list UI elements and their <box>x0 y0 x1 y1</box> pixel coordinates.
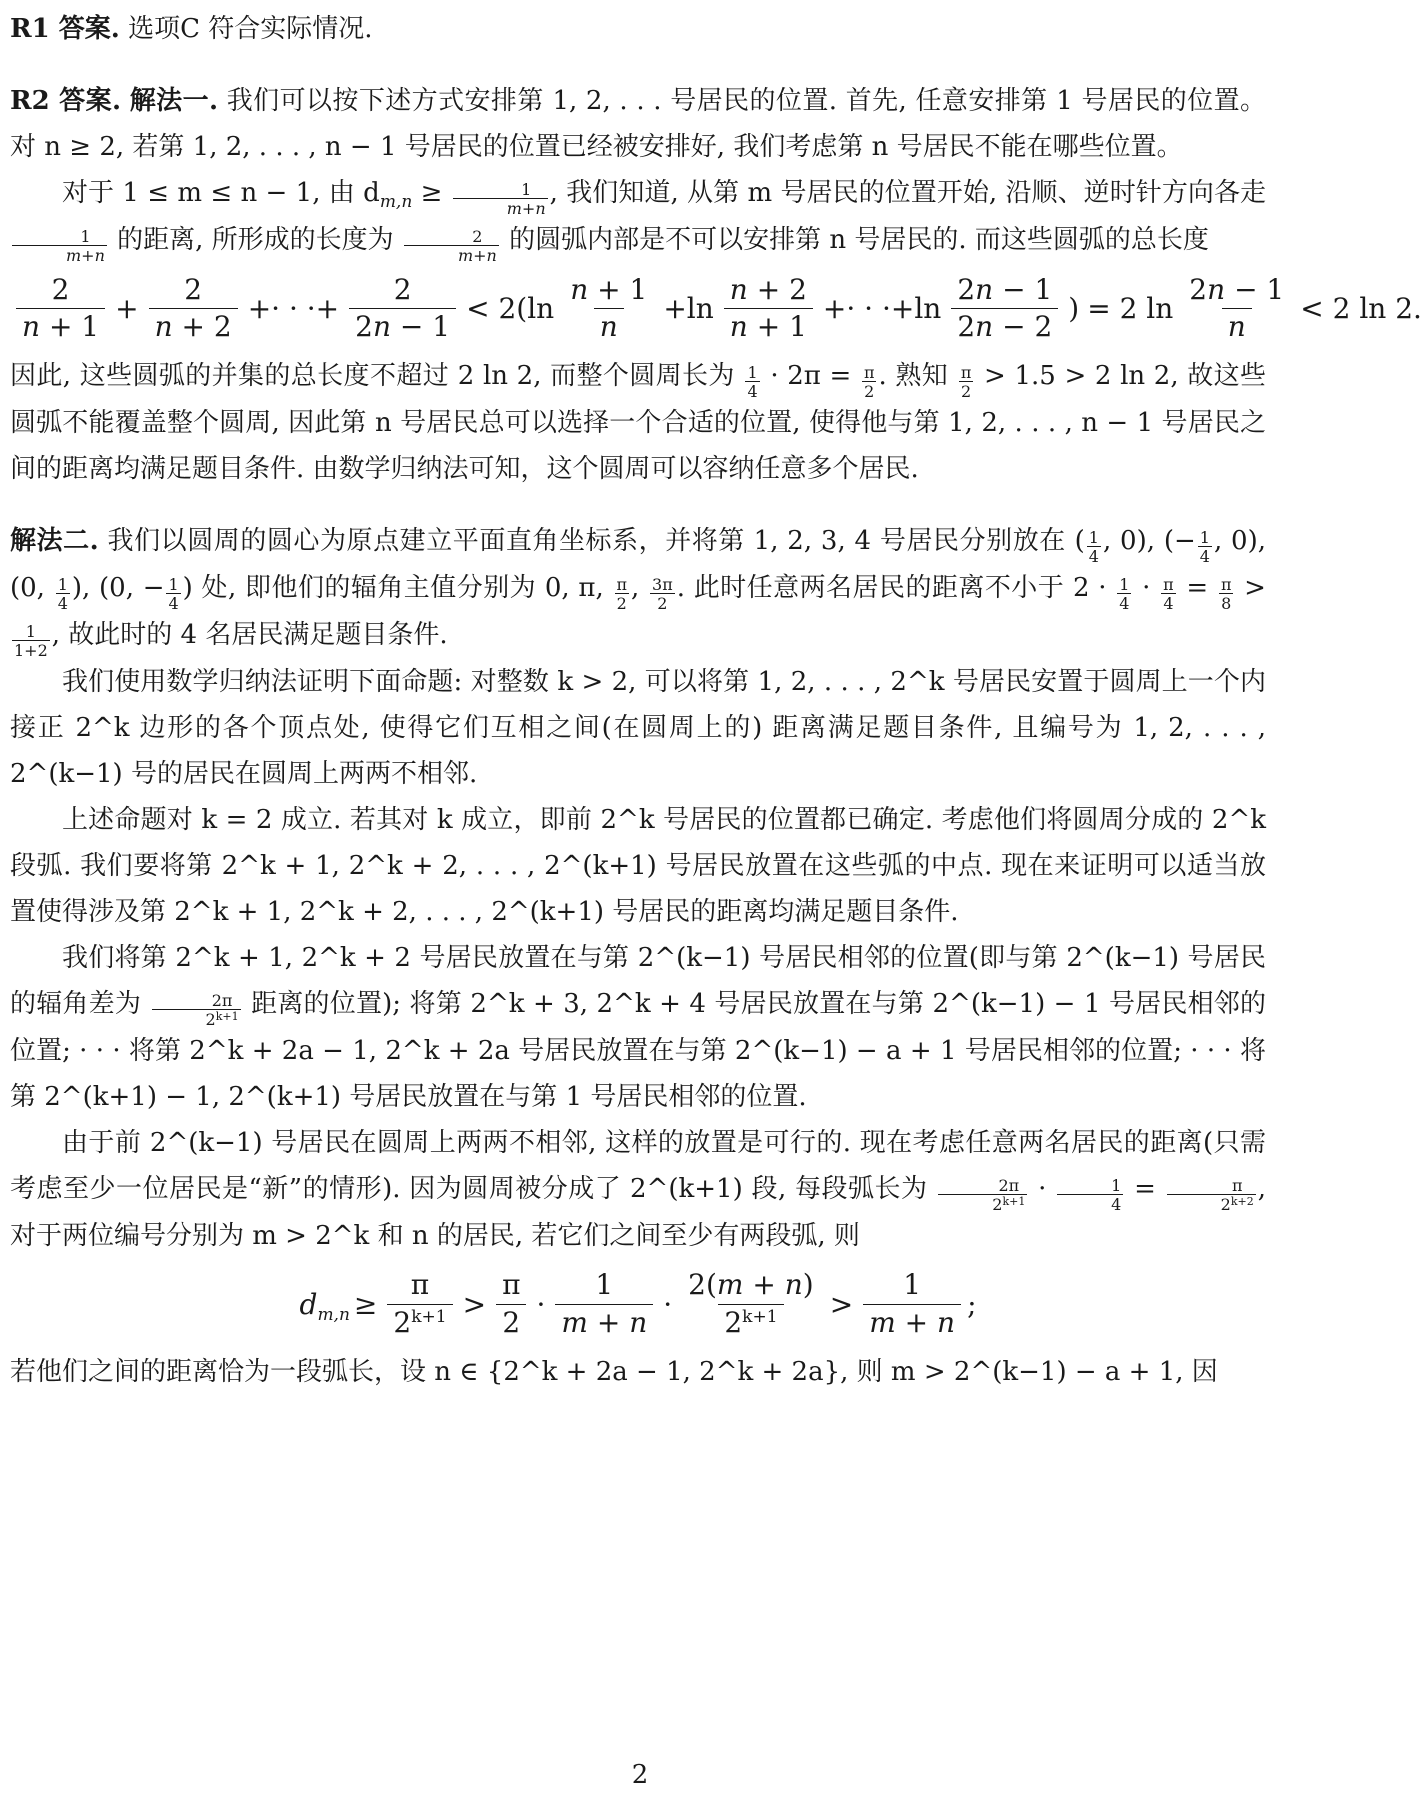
method2-label: 解法二. <box>10 526 99 557</box>
r1-text: 选项C 符合实际情况. <box>128 14 373 44</box>
equation-distance-bound: $d_{m,n}$ ≥ $\frac{\pi}{2^{k+1}}$ > π 2 · 1 m + n · 2(m + n) $2^{k+1}$ > 1 m + n ; <box>10 1267 1266 1340</box>
method2-p3: 上述命题对 k = 2 成立. 若其对 k 成立，即前 2^k 号居民的位置都已确定. 考虑他们将圆周分成的 2^k 段弧. 我们要将第 2^k + 1, 2^k + 2, . . . , 2^(k+1) 号居民放置在这些弧的中点. 现在来证明可以适当放置使得涉及第 2^k + 1, 2^k + 2, . . . , 2^(k+1) 号居民的距离均满足题目条件. <box>10 805 1266 928</box>
paper-body <box>10 6 1422 1395</box>
method1-p3: 因此, 这些圆弧的并集的总长度不超过 2 ln 2, 而整个圆周长为 $\frac{1}{4}$ · 2π = $\frac{\pi}{2}$ . 熟知 $\frac{\pi}{2}$ > 1.5 > 2 ln 2, 故这些圆弧不能覆盖整个圆周, 因此第 n 号居民总可以选择一个合适的位置, 使得他与第 1, 2, . . . , n − 1 号居民之间的距离均满足题目条件. 由数学归纳法可知，这个圆周可以容纳任意多个居民. <box>10 361 1267 485</box>
method2-p1: 解法二. 我们以圆周的圆心为原点建立平面直角坐标系，并将第 1, 2, 3, 4 号居民分别放在 ( $\frac{1}{4}$ , 0), (− $\frac{1}{4}$ , 0), (0, $\frac{1}{4}$ ), (0, − $\frac{1}{4}$ ) 处, 即他们的辐角主值分别为 0, π, $\frac{\pi}{2}$ , $\frac{3\pi}{2}$ . 此时任意两名居民的距离不小于 2 · $\frac{1}{4}$ · $\frac{\pi}{4}$ = $\frac{\pi}{8}$ > $\frac{1}{1+2}$ , 故此时的 4 名居民满足题目条件. <box>10 526 1266 661</box>
method1-p1: 我们可以按下述方式安排第 1, 2, . . . 号居民的位置. 首先, 任意安排第 1 号居民的位置。对 n ≥ 2, 若第 1, 2, . . . , n − 1 号居民的位置已经被安排好, 我们考虑第 n 号居民不能在哪些位置。 <box>10 86 1266 162</box>
r2-label: R2 答案. <box>10 86 122 116</box>
method2-p4: 我们将第 2^k + 1, 2^k + 2 号居民放置在与第 2^(k−1) 号居民相邻的位置(即与第 2^(k−1) 号居民的辐角差为 $\frac{2\pi}{2^{k+1}}$ 距离的位置); 将第 2^k + 3, 2^k + 4 号居民放置在与第 2^(k−1) − 1 号居民相邻的位置; · · · 将第 2^k + 2a − 1, 2^k + 2a 号居民放置在与第 2^(k−1) − a + 1 号居民相邻的位置; · · · 将第 2^(k+1) − 1, 2^(k+1) 号居民放置在与第 1 号居民相邻的位置. <box>10 943 1267 1113</box>
r1-paragraph <box>10 6 1266 52</box>
method2-p2: 我们使用数学归纳法证明下面命题: 对整数 k > 2, 可以将第 1, 2, . . . , 2^k 号居民安置于圆周上一个内接正 2^k 边形的各个顶点处, 使得它们互相之间(在圆周上的) 距离满足题目条件, 且编号为 1, 2, . . . , 2^(k−1) 号的居民在圆周上两两不相邻. <box>10 667 1266 790</box>
page-number: 2 <box>631 1760 649 1790</box>
method1-p2: 对于 1 ≤ m ≤ n − 1, 由 $d_{m,n}$ ≥ $\frac{1}{m+n}$ , 我们知道, 从第 m 号居民的位置开始, 沿顺、逆时针方向各走 $\frac{1}{m+n}$ 的距离, 所形成的长度为 $\frac{2}{m+n}$ 的圆弧内部是不可以安排第 n 号居民的. 而这些圆弧的总长度 <box>10 170 1266 264</box>
method1-label: 解法一. <box>129 86 219 116</box>
frac-1-over-m-plus-n: $\frac{1}{m+n}$ <box>453 182 548 217</box>
r1-label: R1 答案. <box>10 14 120 44</box>
r2-method1-intro <box>10 78 1266 170</box>
equation-arc-sum: 2 n + 1 + $\frac{2}{n + 2}$ +· · ·+ $\frac{2}{2n - 1}$ < 2(ln n + 1 n +ln n + 2 n + 1 +· · ·+ln 2n − 1 2n − 2 ) = 2 ln 2n − 1 n < 2 ln 2. <box>10 272 1266 345</box>
method2-p6: 若他们之间的距离恰为一段弧长，设 n ∈ {2^k + 2a − 1, 2^k + 2a}, 则 m > 2^(k−1) − a + 1, 因 <box>10 1356 1218 1387</box>
method2-p5: 由于前 2^(k−1) 号居民在圆周上两两不相邻, 这样的放置是可行的. 现在考虑任意两名居民的距离(只需考虑至少一位居民是“新”的情形). 因为圆周被分成了 2^(k+1) 段, 每段弧长为 $\frac{2\pi}{2^{k+1}}$ · $\frac{1}{4}$ = $\frac{\pi}{2^{k+2}}$ , 对于两位编号分别为 m > 2^k 和 n 的居民, 若它们之间至少有两段弧, 则 <box>10 1128 1266 1252</box>
